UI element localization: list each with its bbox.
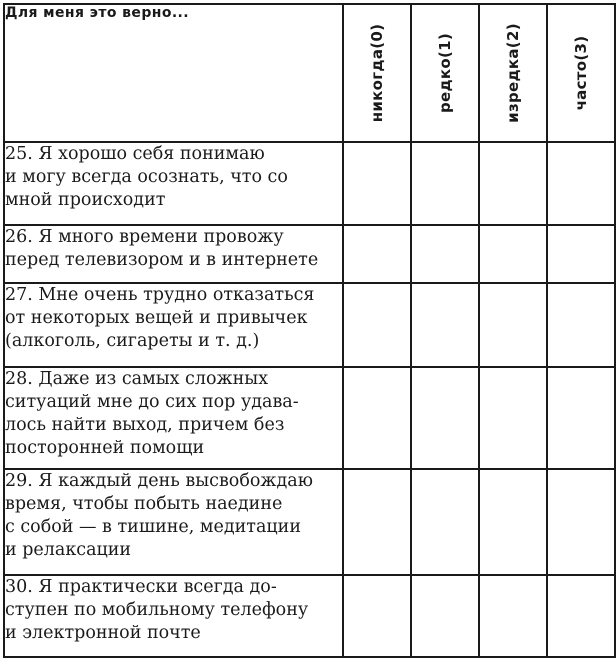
answer-cell-sometimes[interactable] [479,575,547,657]
answer-cell-sometimes[interactable] [479,283,547,367]
option-label: изредка(2) [504,23,522,123]
answer-cell-rarely[interactable] [411,283,479,367]
question-row-26 [4,225,615,283]
answer-cell-often[interactable] [547,367,615,469]
option-header-often [547,4,615,142]
question-text: 29. Я каждый день высвобождаю время, чтобы побыть наедине с собой — в тишине, медитации и релаксации [4,469,343,575]
question-text: 27. Мне очень трудно отказаться от некоторых вещей и привычек (алкоголь, сигареты и т. д.) [4,283,343,367]
question-text: 25. Я хорошо себя понимаю и могу всегда осознать, что со мной происходит [4,142,343,225]
question-row-27 [4,283,615,367]
question-row-30 [4,575,615,657]
answer-cell-rarely[interactable] [411,225,479,283]
answer-cell-rarely[interactable] [411,142,479,225]
answer-cell-never[interactable] [343,225,411,283]
option-header-never [343,4,411,142]
question-text: 26. Я много времени провожу перед телевизором и в интернете [4,225,343,283]
answer-cell-never[interactable] [343,469,411,575]
statement-column-header: Для меня это верно... [4,4,343,142]
option-label: никогда(0) [368,23,386,123]
question-row-29 [4,469,615,575]
answer-cell-sometimes[interactable] [479,469,547,575]
answer-cell-often[interactable] [547,575,615,657]
question-row-28 [4,367,615,469]
question-row-25 [4,142,615,225]
answer-cell-rarely[interactable] [411,575,479,657]
answer-cell-often[interactable] [547,142,615,225]
answer-cell-never[interactable] [343,367,411,469]
header-row [4,4,615,142]
question-text: 28. Даже из самых сложных ситуаций мне до сих пор удава- лось найти выход, причем без посторонней помощи [4,367,343,469]
questionnaire-table [3,3,616,658]
option-header-rarely [411,4,479,142]
option-label: редко(1) [436,32,454,114]
answer-cell-rarely[interactable] [411,469,479,575]
answer-cell-rarely[interactable] [411,367,479,469]
option-header-sometimes [479,4,547,142]
answer-cell-never[interactable] [343,283,411,367]
answer-cell-often[interactable] [547,469,615,575]
answer-cell-often[interactable] [547,225,615,283]
answer-cell-sometimes[interactable] [479,142,547,225]
answer-cell-never[interactable] [343,142,411,225]
answer-cell-often[interactable] [547,283,615,367]
answer-cell-never[interactable] [343,575,411,657]
question-text: 30. Я практически всегда до- ступен по мобильному телефону и электронной почте [4,575,343,657]
option-label: часто(3) [572,35,590,111]
answer-cell-sometimes[interactable] [479,225,547,283]
answer-cell-sometimes[interactable] [479,367,547,469]
